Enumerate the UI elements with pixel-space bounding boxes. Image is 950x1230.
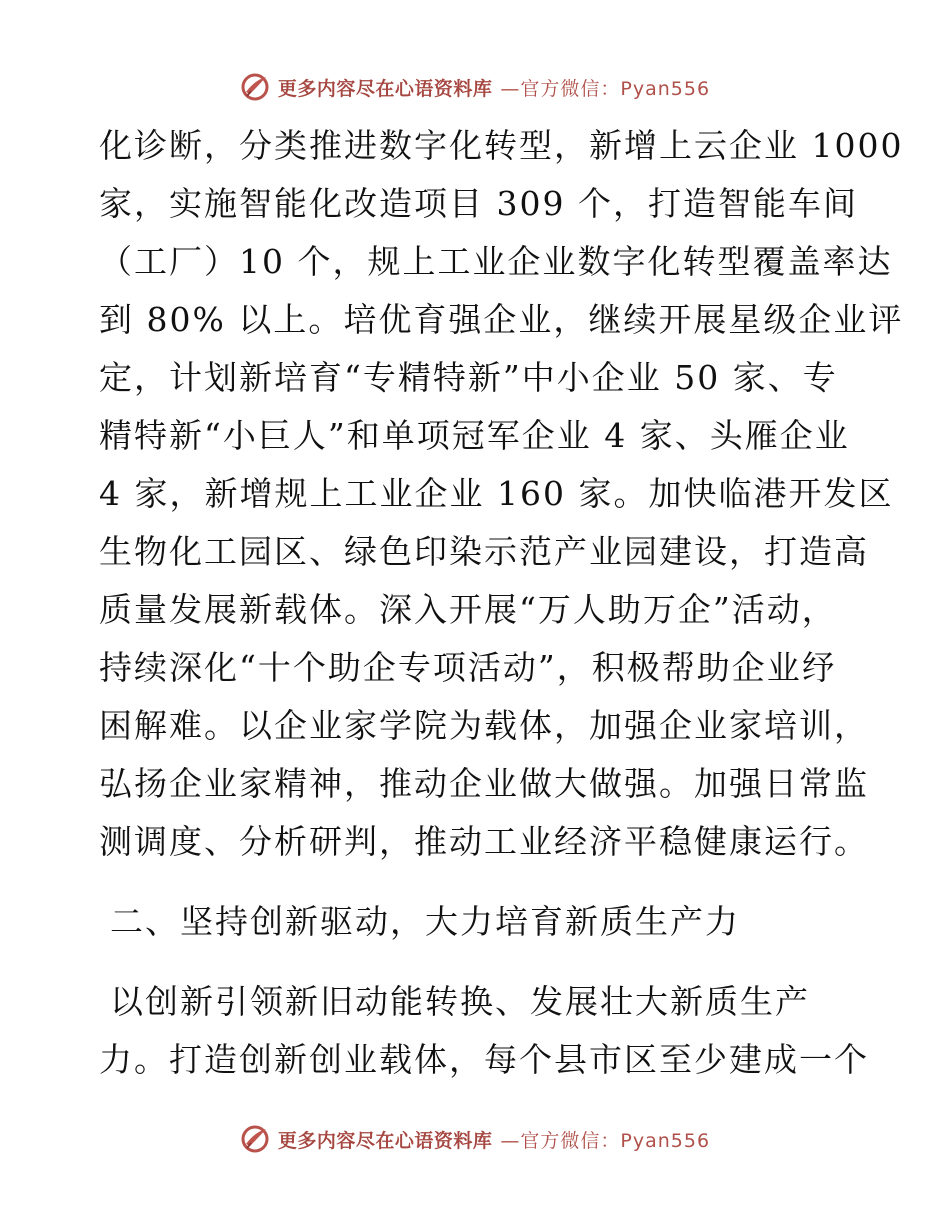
body-line-15: 力。打造创新创业载体，每个县市区至少建成一个 <box>99 1040 869 1079</box>
header-contact: —官方微信：Pyan556 <box>500 77 711 100</box>
quill-seal-logo <box>240 1124 270 1154</box>
body-line-9: 质量发展新载体。深入开展“万人助万企”活动， <box>99 590 837 629</box>
body-line-5: 定，计划新培育“专精特新”中小企业 50 家、专 <box>99 358 838 397</box>
footer-watermark <box>0 1124 950 1154</box>
body-line-2: 家，实施智能化改造项目 309 个，打造智能车间 <box>99 184 858 223</box>
body-line-7: 4 家，新增规上工业企业 160 家。加快临港开发区 <box>99 474 894 513</box>
body-line-1: 化诊断，分类推进数字化转型，新增上云企业 1000 <box>99 126 904 165</box>
header-tagline: 更多内容尽在心语资料库 <box>277 77 493 100</box>
header-watermark <box>0 72 950 102</box>
body-line-3: （工厂）10 个，规上工业企业数字化转型覆盖率达 <box>99 242 893 281</box>
body-line-8: 生物化工园区、绿色印染示范产业园建设，打造高 <box>99 532 869 571</box>
body-line-6: 精特新“小巨人”和单项冠军企业 4 家、头雁企业 <box>99 416 850 455</box>
footer-contact: —官方微信：Pyan556 <box>500 1129 711 1152</box>
body-line-14: 以创新引领新旧动能转换、发展壮大新质生产 <box>110 982 810 1021</box>
body-line-11: 困解难。以企业家学院为载体，加强企业家培训， <box>99 706 869 745</box>
body-line-13: 测调度、分析研判，推动工业经济平稳健康运行。 <box>99 822 869 861</box>
body-line-12: 弘扬企业家精神，推动企业做大做强。加强日常监 <box>99 764 869 803</box>
body-line-4: 到 80% 以上。培优育强企业，继续开展星级企业评 <box>99 300 904 339</box>
footer-tagline: 更多内容尽在心语资料库 <box>277 1129 493 1152</box>
body-line-10: 持续深化“十个助企专项活动”，积极帮助企业纾 <box>99 648 837 687</box>
section-heading: 二、坚持创新驱动，大力培育新质生产力 <box>110 902 740 941</box>
quill-seal-logo <box>240 72 270 102</box>
